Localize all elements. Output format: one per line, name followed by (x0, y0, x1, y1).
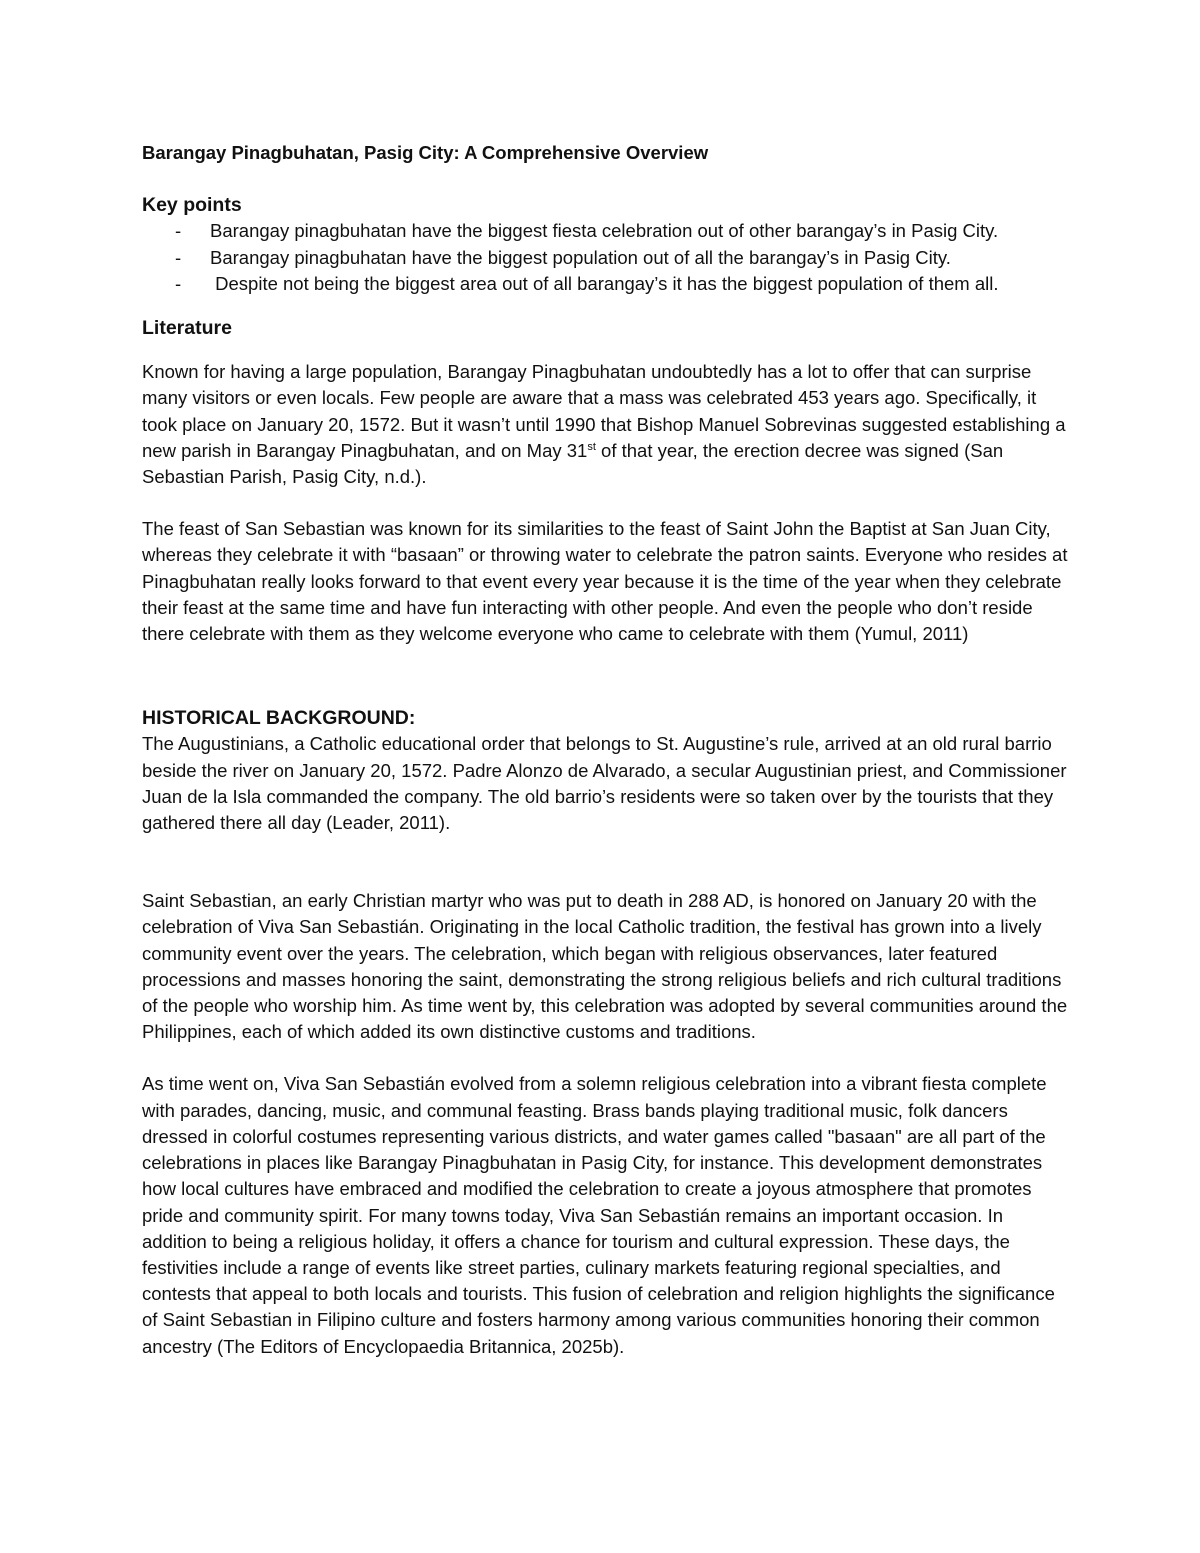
key-points-list (142, 218, 1072, 297)
historical-paragraph-3: As time went on, Viva San Sebastián evolved from a solemn religious celebration into a vibrant fiesta complete with parades, dancing, music, and communal feasting. Brass bands playing traditional music, folk dancers dressed in colorful costumes representing various districts, and water games called "basaan" are all part of the celebrations in places like Barangay Pinagbuhatan in Pasig City, for instance. This development demonstrates how local cultures have embraced and modified the celebration to create a joyous atmosphere that promotes pride and community spirit. For many towns today, Viva San Sebastián remains an important occasion. In addition to being a religious holiday, it offers a chance for tourism and cultural expression. These days, the festivities include a range of events like street parties, culinary markets featuring regional specialties, and contests that appeal to both locals and tourists. This fusion of celebration and religion highlights the significance of Saint Sebastian in Filipino culture and fosters harmony among various communities honoring their common ancestry (The Editors of Encyclopaedia Britannica, 2025b). (142, 1073, 1055, 1357)
bullet-dash: - (175, 220, 182, 242)
literature-p1-text-end: of that year, the erection decree was signed (San Sebastian Parish, Pasig City, n.d.). (142, 439, 1004, 488)
historical-background-heading: HISTORICAL BACKGROUND: (142, 707, 416, 730)
document-title: Barangay Pinagbuhatan, Pasig City: A Comprehensive Overview (142, 142, 709, 163)
literature-paragraph-2: The feast of San Sebastian was known for its similarities to the feast of Saint John the Baptist at San Juan City, whereas they celebrate it with “basaan” or throwing water to celebrate the patron saints. Everyone who resides at Pinagbuhatan really looks forward to that event every year because it is the time of the year when they celebrate their feast at the same time and have fun interacting with other people. And even the people who don’t reside there celebrate with them as they welcome everyone who came to celebrate with them (Yumul, 2011) (142, 518, 1068, 645)
document-page (142, 140, 1072, 1360)
historical-paragraph-2: Saint Sebastian, an early Christian martyr who was put to death in 288 AD, is honored on January 20 with the celebration of Viva San Sebastián. Originating in the local Catholic tradition, the festival has grown into a lively community event over the years. The celebration, which began with religious observances, later featured processions and masses honoring the saint, demonstrating the strong religious beliefs and rich cultural traditions of the people who worship him. As time went by, this celebration was adopted by several communities around the Philippines, each of which added its own distinctive customs and traditions. (142, 890, 1068, 1043)
ordinal-suffix: st (587, 440, 596, 453)
key-point-text: Barangay pinagbuhatan have the biggest fiesta celebration out of other barangay’s in Pasig City. (210, 220, 999, 242)
historical-paragraph-1: The Augustinians, a Catholic educational order that belongs to St. Augustine’s rule, arrived at an old rural barrio beside the river on January 20, 1572. Padre Alonzo de Alvarado, a secular Augustinian priest, and Commissioner Juan de la Isla commanded the company. The old barrio’s residents were so taken over by the tourists that they gathered there all day (Leader, 2011). (142, 733, 1067, 834)
literature-paragraph-1 (142, 359, 1072, 490)
list-item (142, 271, 1072, 297)
key-point-text: Despite not being the biggest area out of all barangay’s it has the biggest population of them all. (210, 272, 999, 294)
bullet-dash: - (175, 246, 182, 268)
bullet-dash: - (175, 272, 182, 294)
literature-p1-text: Known for having a large population, Barangay Pinagbuhatan undoubtedly has a lot to offer that can surprise many visitors or even locals. Few people are aware that a mass was celebrated 453 years ago. Specifically, it took place on January 20, 1572. But it wasn’t until 1990 that Bishop Manuel Sobrevinas suggested establishing a new parish in Barangay Pinagbuhatan, and on May 31 (142, 361, 1066, 461)
key-points-heading: Key points (142, 194, 242, 217)
list-item (142, 218, 1072, 244)
literature-heading: Literature (142, 317, 232, 340)
key-point-text: Barangay pinagbuhatan have the biggest population out of all the barangay’s in Pasig City. (210, 246, 951, 268)
list-item (142, 245, 1072, 271)
